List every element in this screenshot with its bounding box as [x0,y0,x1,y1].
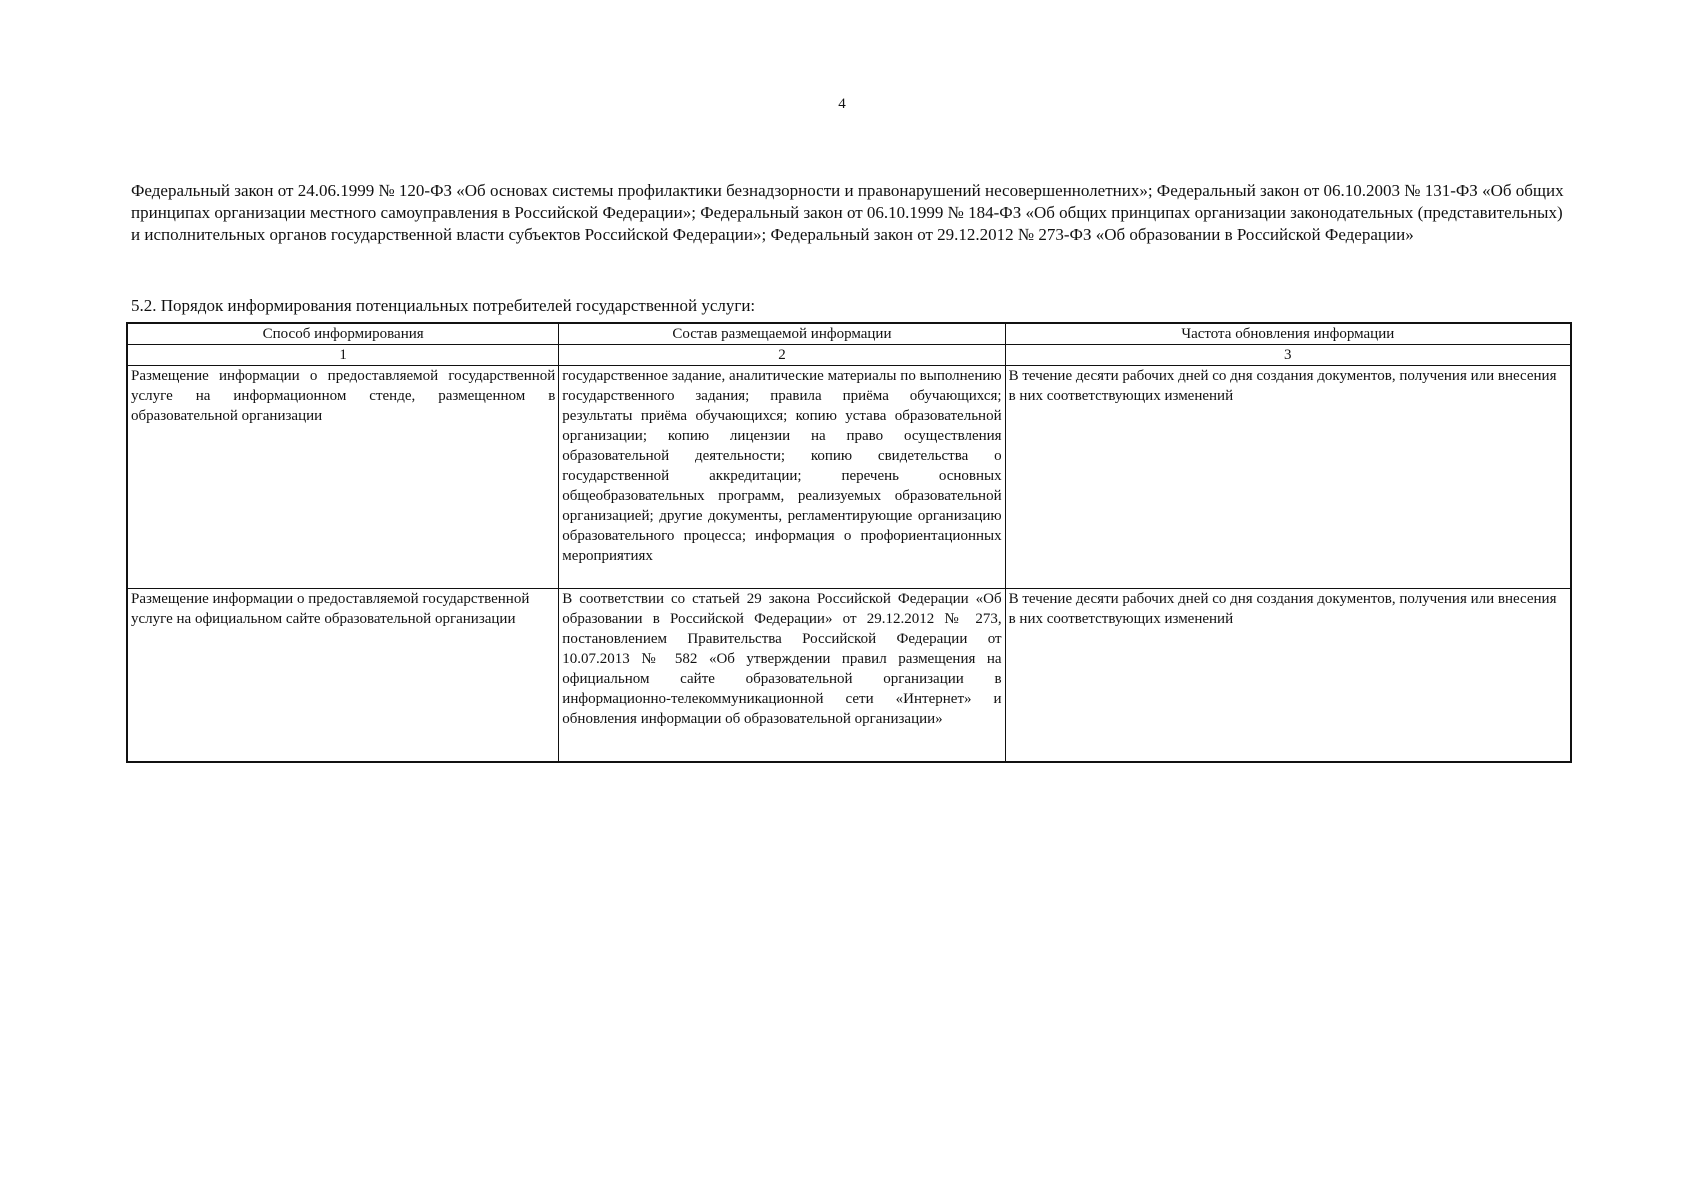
table-header-row [127,323,1571,345]
informing-procedure-table [126,322,1572,763]
header-method: Способ информирования [127,323,559,345]
cell-frequency: В течение десяти рабочих дней со дня создания документов, получения или внесения в них соответствующих изменений [1005,366,1571,589]
column-number: 2 [559,345,1005,366]
cell-method: Размещение информации о предоставляемой государственной услуге на информационном стенде, размещенном в образовательной организации [127,366,559,589]
header-content: Состав размещаемой информации [559,323,1005,345]
page-number: 4 [838,96,846,112]
cell-content: В соответствии со статьей 29 закона Российской Федерации «Об образовании в Российской Федерации» от 29.12.2012 № 273, постановлением Правительства Российской Федерации от 10.07.2013 № 582 «Об утверждении правил размещения на официальном сайте образовательной организации в информационно-телекоммуникационной сети «Интернет» и обновления информации об образовательной организации» [559,589,1005,763]
table-row [127,366,1571,589]
legal-basis-paragraph: Федеральный закон от 24.06.1999 № 120-ФЗ «Об основах системы профилактики безнадзорности и правонарушений несовершеннолетних»; Федеральный закон от 06.10.2003 № 131-ФЗ «Об общих принципах организации местного самоуправления в Российской Федерации»; Федеральный закон от 06.10.1999 № 184-ФЗ «Об общих принципах организации законодательных (представительных) и исполнительных органов государственной власти субъектов Российской Федерации»; Федеральный закон от 29.12.2012 № 273-ФЗ «Об образовании в Российской Федерации» [131,181,1564,244]
table-row [127,589,1571,763]
cell-method: Размещение информации о предоставляемой государственной услуге на официальном сайте образовательной организации [127,589,559,763]
cell-content: государственное задание, аналитические материалы по выполнению государственного задания; правила приёма обучающихся; результаты приёма обучающихся; копию устава образовательной организации; копию лицензии на право осуществления образовательной деятельности; копию свидетельства о государственной аккредитации; перечень основных общеобразовательных программ, реализуемых образовательной организацией; другие документы, регламентирующие организацию образовательного процесса; информация о профориентационных мероприятиях [559,366,1005,589]
section-title: 5.2. Порядок информирования потенциальных потребителей государственной услуги: [131,296,756,315]
column-number: 3 [1005,345,1571,366]
column-number-row [127,345,1571,366]
column-number: 1 [127,345,559,366]
header-frequency: Частота обновления информации [1005,323,1571,345]
cell-frequency: В течение десяти рабочих дней со дня создания документов, получения или внесения в них соответствующих изменений [1005,589,1571,763]
